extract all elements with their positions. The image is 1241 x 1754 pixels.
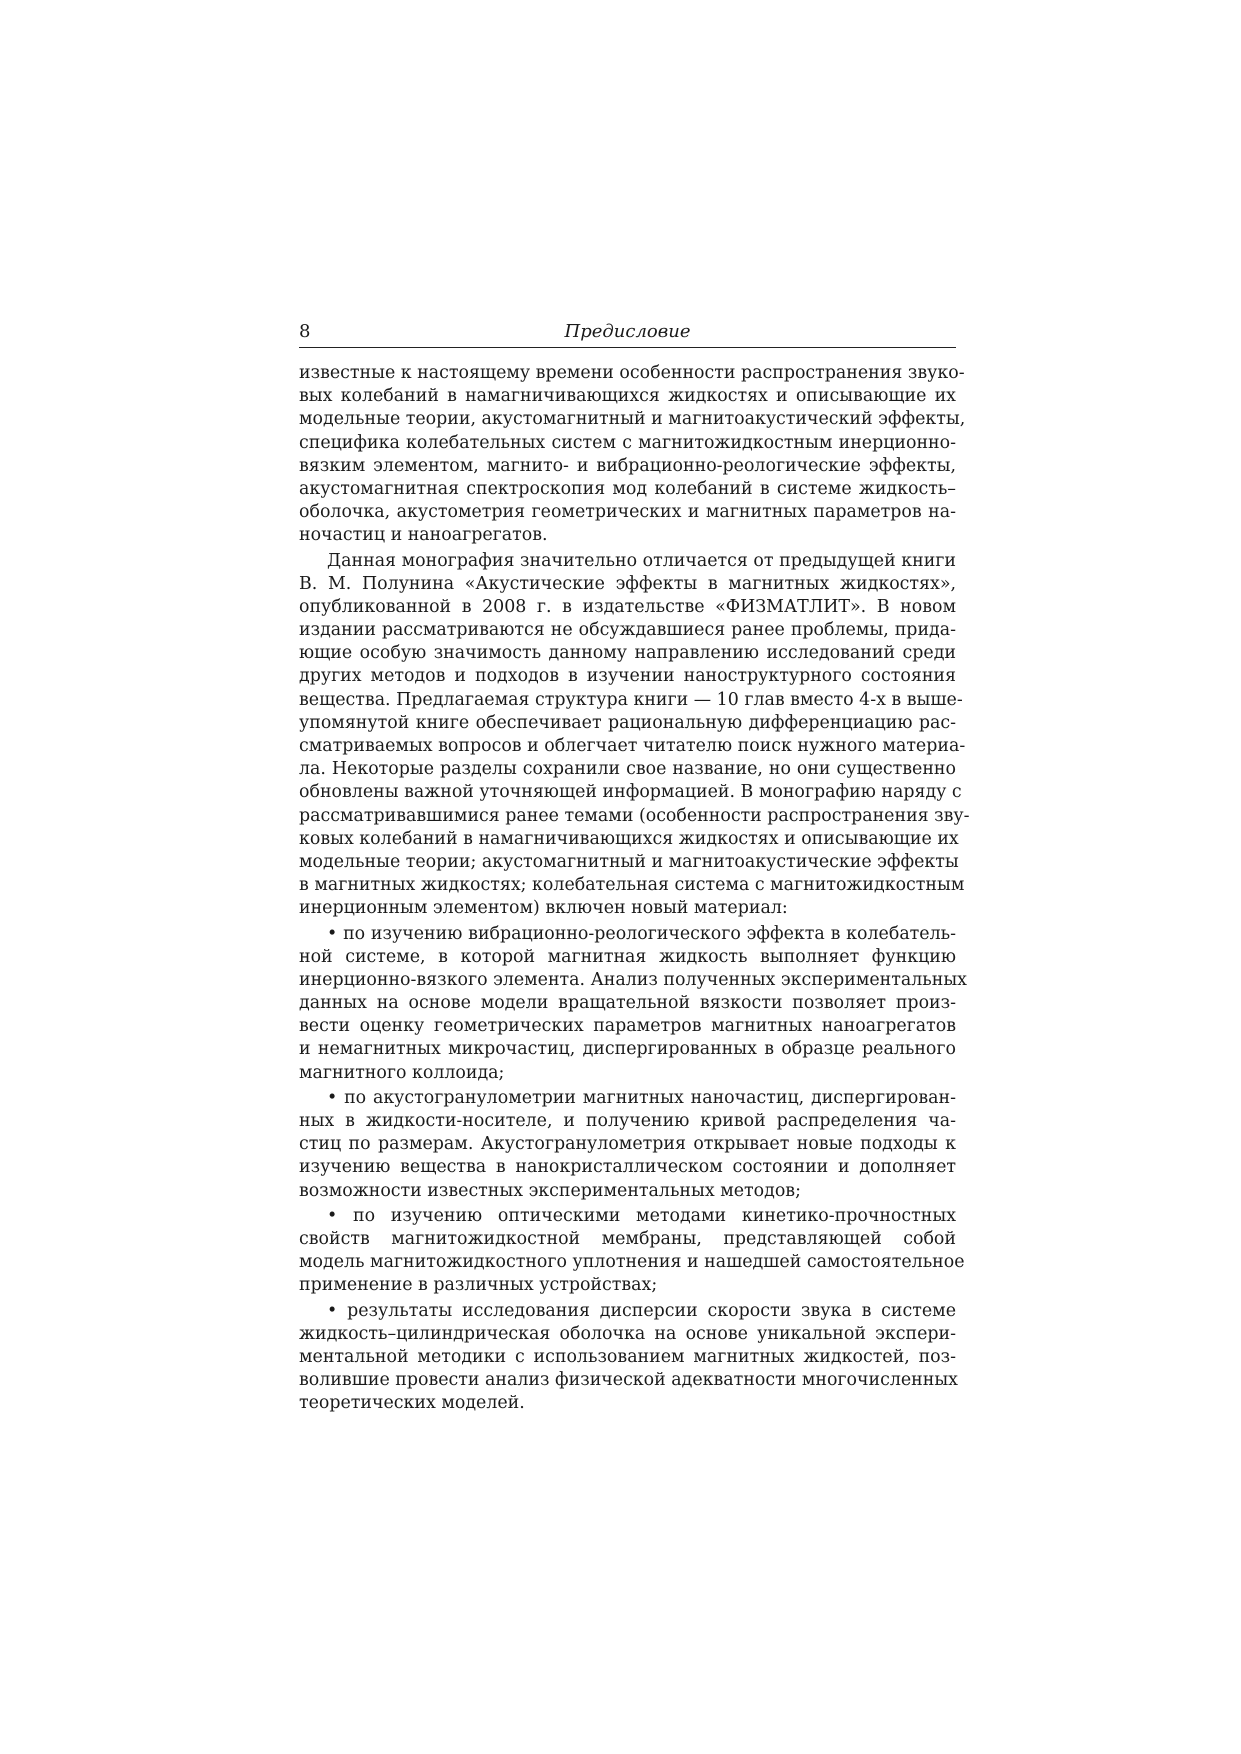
bullet-item — [299, 1205, 965, 1298]
page-body — [299, 362, 970, 1415]
text-line: применение в различных устройствах; — [299, 1275, 658, 1296]
text-line: вых колебаний в намагничивающихся жидкостях и описывающие их — [299, 386, 956, 407]
text-line: вязким элементом, магнито- и вибрационно-реологические эффекты, — [299, 455, 956, 476]
text-line: известные к настоящему времени особенности распространения звуко- — [299, 363, 965, 383]
text-line: сматриваемых вопросов и облегчает читателю поиск нужного материа- — [299, 736, 966, 756]
text-line: • по изучению вибрационно-реологического эффекта в колебатель- — [327, 923, 956, 944]
page-header — [299, 321, 956, 348]
bullet-item — [299, 1087, 956, 1203]
page-number: 8 — [299, 321, 311, 342]
text-line: в магнитных жидкостях; колебательная система с магнитожидкостным — [299, 875, 965, 896]
text-line: магнитного коллоида; — [299, 1062, 505, 1083]
text-line: обновлены важной уточняющей информацией. В монографию наряду с — [299, 782, 962, 803]
text-line: оболочка, акустометрия геометрических и магнитных параметров на- — [299, 502, 956, 523]
bullet-item — [299, 923, 967, 1085]
text-line: теоретических моделей. — [299, 1393, 525, 1414]
paragraph — [299, 362, 966, 548]
text-line: жидкость–цилиндрическая оболочка на основе уникальной экспери- — [299, 1323, 956, 1344]
text-line: свойств магнитожидкостной мембраны, представляющей собой — [299, 1228, 956, 1249]
text-line: • по акустогранулометрии магнитных наночастиц, диспергирован- — [327, 1087, 956, 1108]
text-line: ночастиц и наноагрегатов. — [299, 525, 548, 546]
text-line: стиц по размерам. Акустогранулометрия открывает новые подходы к — [299, 1134, 956, 1155]
text-line: специфика колебательных систем с магнитожидкостным инерционно- — [299, 432, 956, 453]
text-line: инерционно-вязкого элемента. Анализ полученных экспериментальных — [299, 969, 967, 990]
text-line: упомянутой книге обеспечивает рациональную дифференциацию рас- — [299, 712, 956, 733]
text-line: модельные теории; акустомагнитный и магнитоакустические эффекты — [299, 851, 959, 872]
text-line: рассматривавшимися ранее темами (особенности распространения зву- — [299, 805, 970, 826]
text-line: Данная монография значительно отличается от предыдущей книги — [327, 550, 956, 571]
text-line: В. М. Полунина «Акустические эффекты в магнитных жидкостях», — [299, 573, 956, 594]
text-line: данных на основе модели вращательной вязкости позволяет произ- — [299, 993, 956, 1014]
text-line: возможности известных экспериментальных методов; — [299, 1180, 801, 1201]
text-line: акустомагнитная спектроскопия мод колебаний в системе жидкость– — [299, 478, 956, 499]
text-line: изучению вещества в нанокристаллическом состоянии и дополняет — [299, 1157, 956, 1178]
bullet-item — [299, 1300, 956, 1416]
text-line: ковых колебаний в намагничивающихся жидкостях и описывающие их — [299, 828, 959, 849]
text-line: издании рассматриваются не обсуждавшиеся ранее проблемы, прида- — [299, 620, 956, 641]
text-line: инерционным элементом) включен новый материал: — [299, 898, 788, 919]
text-line: • по изучению оптическими методами кинетико-прочностных — [327, 1205, 956, 1226]
text-line: ной системе, в которой магнитная жидкость выполняет функцию — [299, 946, 956, 967]
text-line: модель магнитожидкостного уплотнения и нашедшей самостоятельное — [299, 1252, 965, 1273]
text-line: ющие особую значимость данному направлению исследований среди — [299, 643, 956, 664]
text-line: ла. Некоторые разделы сохранили свое название, но они существенно — [299, 759, 956, 780]
text-line: и немагнитных микрочастиц, диспергированных в образце реального — [299, 1039, 956, 1060]
text-line: других методов и подходов в изучении наноструктурного состояния — [299, 666, 956, 687]
text-line: ных в жидкости-носителе, и получению кривой распределения ча- — [299, 1111, 956, 1131]
running-head: Предисловие — [564, 321, 691, 342]
text-line: вещества. Предлагаемая структура книги — 10 глав вместо 4-х в выше- — [299, 689, 963, 710]
text-line: ментальной методики с использованием магнитных жидкостей, поз- — [299, 1346, 956, 1367]
text-line: вести оценку геометрических параметров магнитных наноагрегатов — [299, 1016, 956, 1037]
text-line: • результаты исследования дисперсии скорости звука в системе — [327, 1300, 956, 1321]
text-line: волившие провести анализ физической адекватности многочисленных — [299, 1370, 958, 1391]
text-line: модельные теории, акустомагнитный и магнитоакустический эффекты, — [299, 409, 966, 430]
paragraph — [299, 550, 970, 921]
text-line: опубликованной в 2008 г. в издательстве «ФИЗМАТЛИТ». В новом — [299, 596, 956, 617]
